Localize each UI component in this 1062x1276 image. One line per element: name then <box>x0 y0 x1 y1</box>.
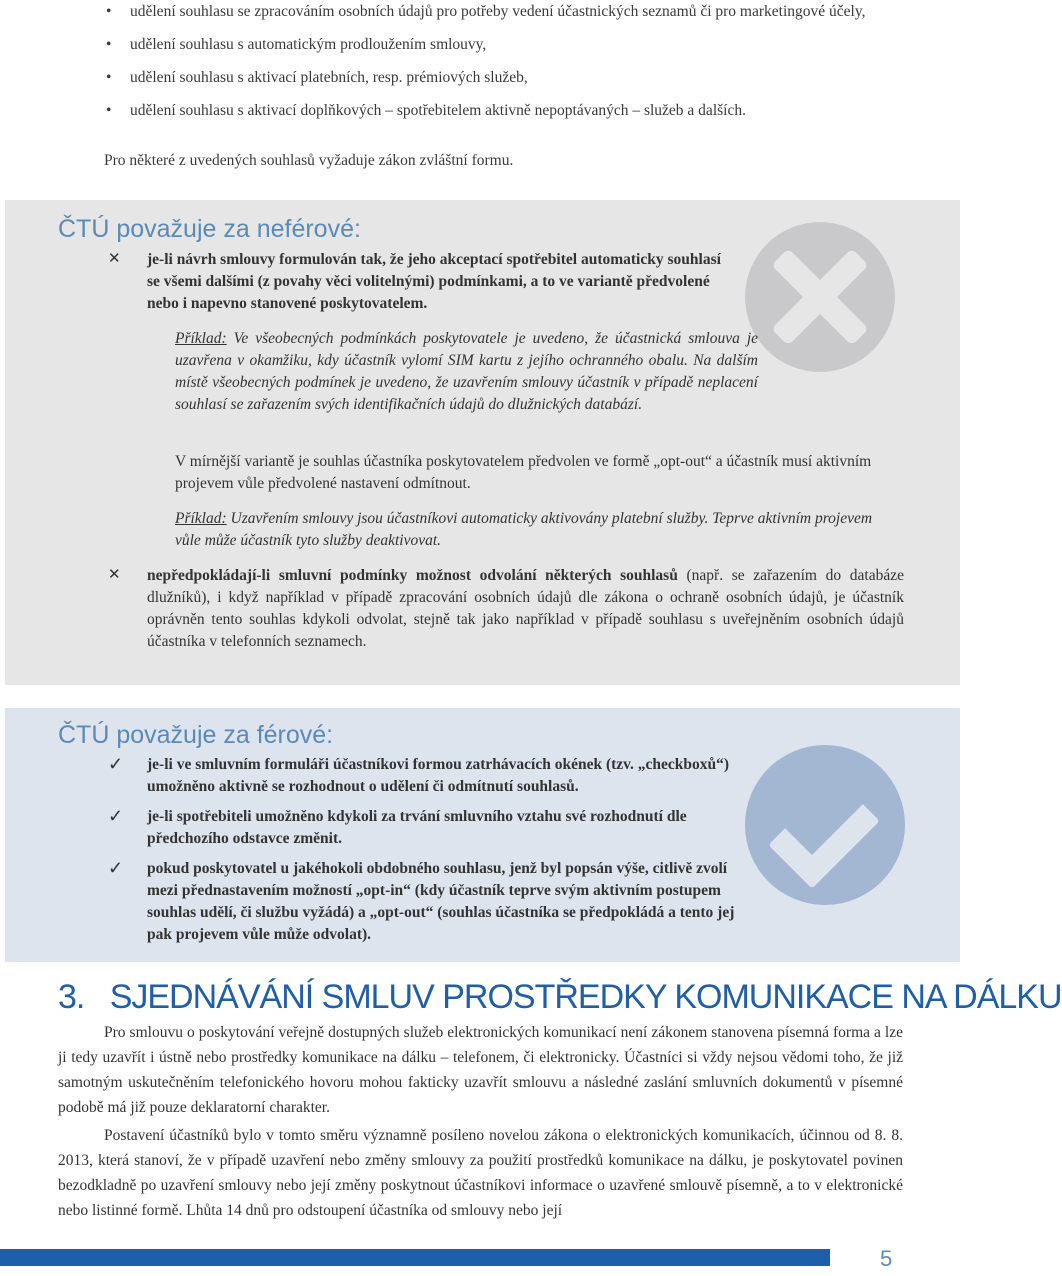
check-marker-icon: ✓ <box>108 806 124 826</box>
fair-item-1: je-li ve smluvním formuláři účastníkovi formou zatrhávacích okének (tzv. „checkboxů“) umožněno aktivně se rozhodnout o udělení či odmítnutí souhlasů. <box>147 756 730 795</box>
list-item: • udělení souhlasu se zpracováním osobních údajů pro potřeby vedení účastnických seznamů či pro marketingové účely, <box>106 3 866 20</box>
unfair-example-2: Příklad: Uzavřením smlouvy jsou účastníkovi automaticky aktivovány platební služby. Teprve aktivním projevem vůle může účastník tyto služby deaktivovat. <box>175 510 873 549</box>
footer-bar <box>0 1249 830 1266</box>
section-paragraph-2: Postavení účastníků bylo v tomto směru významně posíleno novelou zákona o elektronických komunikacích, účinnou od 8. 8. 2013, která stanoví, že v případě uzavření nebo změny smlouvy za použití prostředků komunikace na dálku, je poskytovatel povinen bezodkladně po uzavření smlouvy nebo její změny poskytnout účastníkovi informace o uzavřené smlouvě písemně, a to v elektronické nebo listinné formě. Lhůta 14 dnů pro odstoupení účastníka od smlouvy nebo její <box>58 1127 903 1219</box>
check-marker-icon: ✓ <box>108 754 124 774</box>
checkmark-icon <box>745 745 905 905</box>
page-number: 5 <box>880 1246 893 1271</box>
list-item: • udělení souhlasu s aktivací platebních, resp. prémiových služeb, <box>106 69 528 86</box>
unfair-item-2: nepředpokládají-li smluvní podmínky možnost odvolání některých souhlasů (např. se zařazením do databáze dlužníků), i když například v případě zpracování osobních údajů dle zákona o ochraně osobních údajů, je účastník oprávněn tento souhlas kdykoli odvolat, stejně tak jako například v případě souhlasu s uveřejněním osobních údajů účastníka v telefonních seznamech. <box>147 567 904 650</box>
cross-marker-icon: ✕ <box>108 567 121 583</box>
cross-marker-icon: ✕ <box>108 251 121 267</box>
cross-icon <box>745 222 895 372</box>
unfair-title: ČTÚ považuje za neférové: <box>58 215 361 243</box>
fair-title: ČTÚ považuje za férové: <box>58 721 334 749</box>
unfair-example-1: Příklad: Ve všeobecných podmínkách poskytovatele je uvedeno, že účastnická smlouva je uzavřena v okamžiku, kdy účastník vylomí SIM kartu z jejího ochranného obalu. Na dalším místě všeobecných podmínek je uvedeno, že uzavřením smlouvy účastník v případě neplacení souhlasí se zařazením svých identifikačních údajů do dlužnických databází. <box>175 330 759 413</box>
list-item: • udělení souhlasu s automatickým prodloužením smlouvy, <box>106 36 487 53</box>
top-bullet-list <box>106 0 906 132</box>
list-item: • udělení souhlasu s aktivací doplňkových – spotřebitelem aktivně nepoptávaných – služeb a dalších. <box>106 102 746 119</box>
check-marker-icon: ✓ <box>108 858 124 878</box>
unfair-milder-variant: V mírnější variantě je souhlas účastníka poskytovatelem předvolen ve formě „opt-out“ a účastník musí aktivním projevem vůle předvolené nastavení odmítnout. <box>175 453 872 492</box>
top-note: Pro některé z uvedených souhlasů vyžaduje zákon zvláštní formu. <box>104 152 514 169</box>
fair-item-3: pokud poskytovatel u jakéhokoli obdobného souhlasu, jenž byl popsán výše, citlivě zvolí mezi přednastavením možností „opt-in“ (kdy účastník teprve svým aktivním postupem souhlas udělí, či službu vyžádá) a „opt-out“ (souhlas účastníka se předpokládá a tento jej pak projevem vůle může odvolat). <box>147 860 735 943</box>
section-heading: 3. SJEDNÁVÁNÍ SMLUV PROSTŘEDKY KOMUNIKACE NA DÁLKU <box>58 978 1062 1016</box>
fair-item-2: je-li spotřebiteli umožněno kdykoli za trvání smluvního vztahu své rozhodnutí dle předchozího odstavce změnit. <box>147 808 687 847</box>
section-paragraph-1: Pro smlouvu o poskytování veřejně dostupných služeb elektronických komunikací není zákonem stanovena písemná forma a lze ji tedy uzavřít i ústně nebo prostředky komunikace na dálku – telefonem, či elektronicky. Účastníci si vždy nejsou vědomi toho, že již samotným uskutečněním telefonického hovoru mohou fakticky uzavřít smlouvu a následné zaslání smluvních dokumentů v písemné podobě má již pouze deklaratorní charakter. <box>58 1024 903 1116</box>
unfair-item-1: je-li návrh smlouvy formulován tak, že jeho akceptací spotřebitel automaticky souhlasí se všemi dalšími (z povahy věci volitelnými) podmínkami, a to ve variantě předvolené nebo i napevno stanovené poskytovatelem. <box>147 251 721 312</box>
